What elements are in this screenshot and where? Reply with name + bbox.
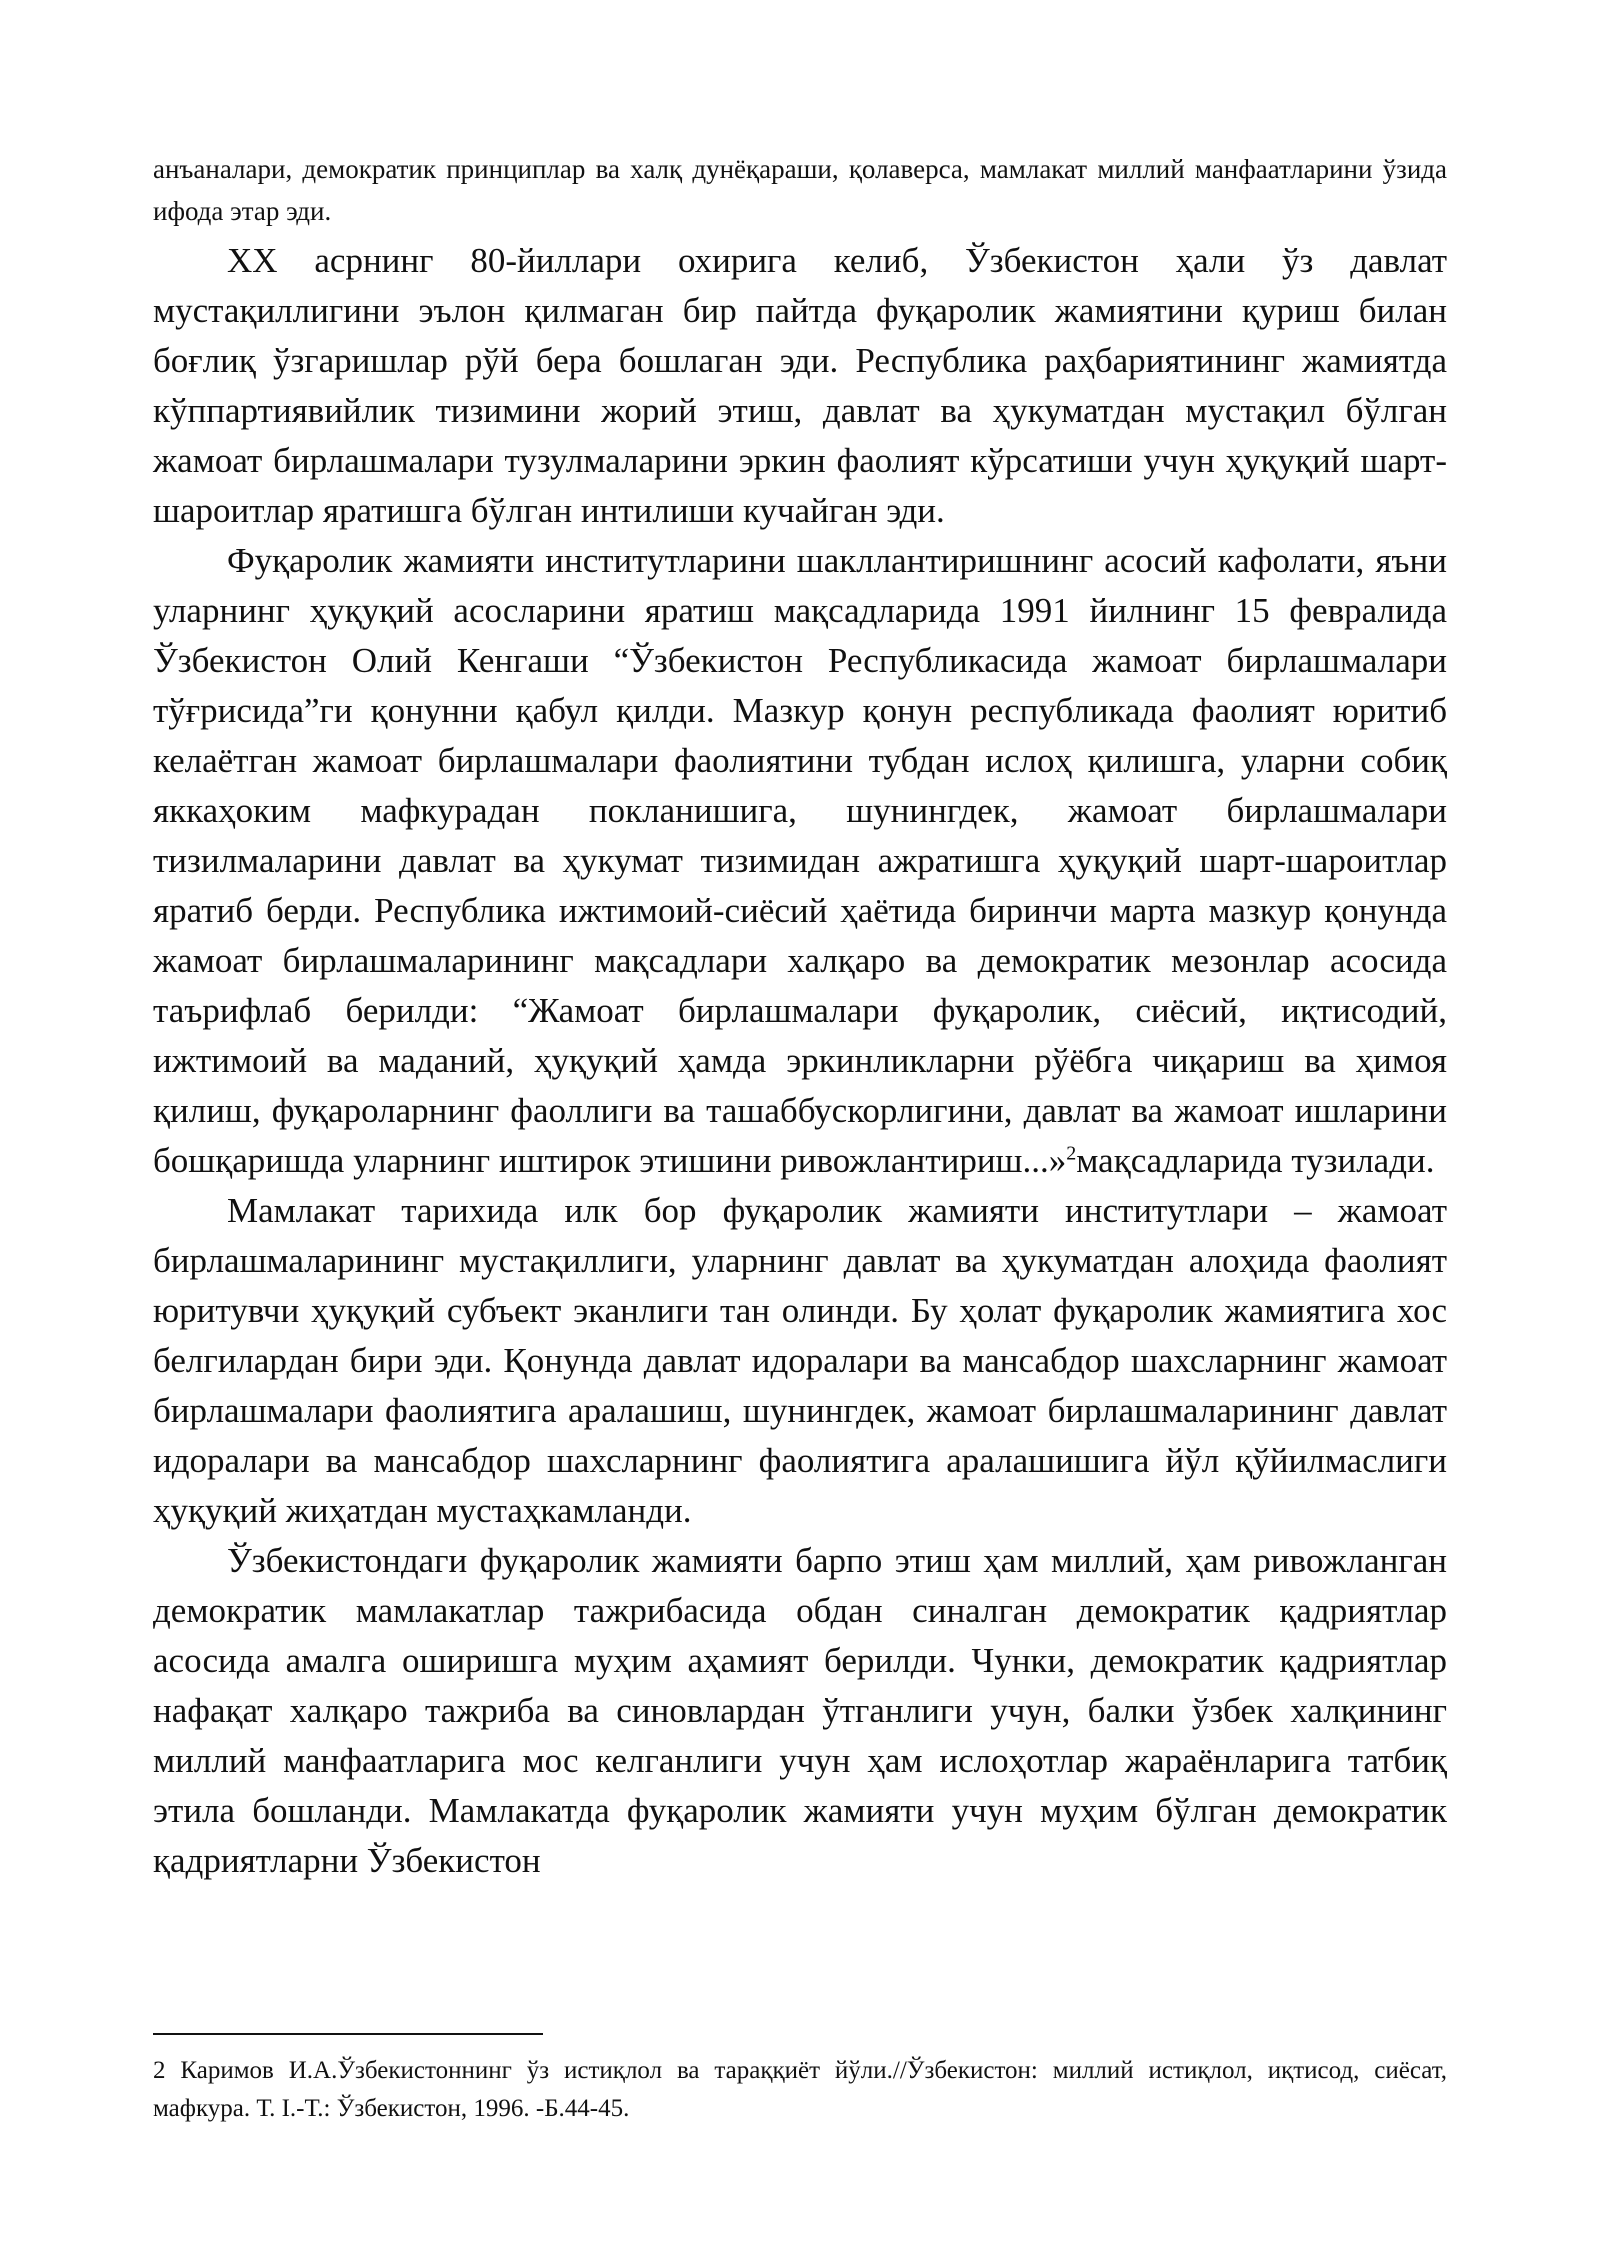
footnote-separator [153, 2033, 543, 2035]
footnote [153, 2052, 1447, 2128]
footnote-number: 2 [153, 2057, 166, 2084]
footnote-text: Каримов И.А.Ўзбекистоннинг ўз истиқлол ва тараққиёт йўли.//Ўзбекистон: миллий истиқлол, иқтисод, сиёсат, мафкура. Т. I.-Т.: Ўзбекистон, 1996. -Б.44-45. [153, 2057, 1447, 2122]
paragraph-2-text: Фуқаролик жамияти институтларини шакллантиришнинг асосий кафолати, яъни уларнинг ҳуқуқий асосларини яратиш мақсадларида 1991 йилнинг 15 февралида Ўзбекистон Олий Кенгаши “Ўзбекистон Республикасида жамоат бирлашмалари тўғрисида”ги қонунни қабул қилди. Мазкур қонун республикада фаолият юритиб келаётган жамоат бирлашмалари фаолиятини тубдан ислоҳ қилишга, уларни собиқ яккаҳоким мафкурадан покланишига, шунингдек, жамоат бирлашмалари тизилмаларини давлат ва ҳукумат тизимидан ажратишга ҳуқуқий шарт-шароитлар яратиб берди. Республика ижтимоий-сиёсий ҳаётида биринчи марта мазкур қонунда жамоат бирлашмаларининг мақсадлари халқаро ва демократик мезонлар асосида таърифлаб берилди: “Жамоат бирлашмалари фуқаролик, сиёсий, иқтисодий, ижтимоий ва маданий, ҳуқуқий ҳамда эркинликларни рўёбга чиқариш ва ҳимоя қилиш, фуқароларнинг фаоллиги ва ташаббускорлигини, давлат ва жамоат ишларини бошқаришда уларнинг иштирок этишини ривожлантириш...» [153, 541, 1447, 1180]
footnote-reference: 2 [1066, 1142, 1077, 1165]
paragraph-2 [153, 536, 1447, 1186]
body-text [153, 236, 1447, 1886]
paragraph-4: Ўзбекистондаги фуқаролик жамияти барпо этиш ҳам миллий, ҳам ривожланган демократик мамлакатлар тажрибасида обдан синалган демократик қадриятлар асосида амалга оширишга муҳим аҳамият берилди. Чунки, демократик қадриятлар нафақат халқаро тажриба ва синовлардан ўтганлиги учун, балки ўзбек халқининг миллий манфаатларига мос келганлиги учун ҳам ислоҳотлар жараёнларига татбиқ этила бошланди. Мамлакатда фуқаролик жамияти учун муҳим бўлган демократик қадриятларни Ўзбекистон [153, 1541, 1447, 1880]
paragraph-2-text-after: мақсадларида тузилади. [1076, 1141, 1435, 1180]
lead-paragraph: анъаналари, демократик принциплар ва халқ дунёқараши, қолаверса, мамлакат миллий манфаатларини ўзида ифода этар эди. [153, 154, 1447, 226]
paragraph-3: Мамлакат тарихида илк бор фуқаролик жамияти институтлари – жамоат бирлашмаларининг мустақиллиги, уларнинг давлат ва ҳукуматдан алоҳида фаолият юритувчи ҳуқуқий субъект эканлиги тан олинди. Бу ҳолат фуқаролик жамиятига хос белгилардан бири эди. Қонунда давлат идоралари ва мансабдор шахсларнинг жамоат бирлашмалари фаолиятига аралашиш, шунингдек, жамоат бирлашмаларининг давлат идоралари ва мансабдор шахсларнинг фаолиятига аралашишига йўл қўйилмаслиги ҳуқуқий жиҳатдан мустаҳкамланди. [153, 1191, 1447, 1530]
paragraph-1: XX асрнинг 80-йиллари охирига келиб, Ўзбекистон ҳали ўз давлат мустақиллигини эълон қилмаган бир пайтда фуқаролик жамиятини қуриш билан боғлиқ ўзгаришлар рўй бера бошлаган эди. Республика раҳбариятининг жамиятда кўппартиявийлик тизимини жорий этиш, давлат ва ҳукуматдан мустақил бўлган жамоат бирлашмалари тузулмаларини эркин фаолият кўрсатиши учун ҳуқуқий шарт-шароитлар яратишга бўлган интилиши кучайган эди. [153, 241, 1447, 530]
